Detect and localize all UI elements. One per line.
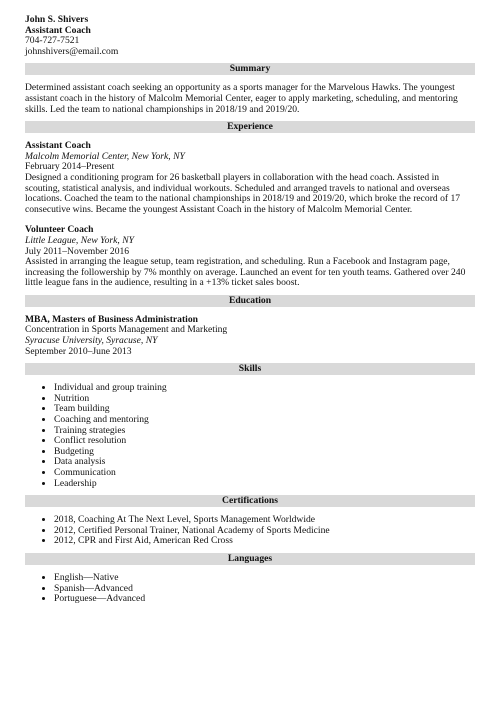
experience-item (25, 225, 475, 289)
list-item: • Nutrition (54, 394, 475, 405)
job-description: Designed a conditioning program for 26 basketball players in collaboration with the head coach. Assisted in scouting, statistical analysis, and individual workouts. Scheduled and arranged travels to national and overseas locations. Coached the team to the national championships in 2018/19 and 2019/20, which broke the record of 17 consecutive wins. Became the youngest Assistant Coach in the history of Malcolm Memorial Center. (25, 171, 461, 215)
list-item: • English—Native (54, 573, 475, 584)
job-organization: Malcolm Memorial Center, New York, NY (25, 150, 185, 162)
section-heading-languages: Languages (25, 553, 475, 565)
list-item: • Data analysis (54, 457, 475, 468)
section-heading-education: Education (25, 295, 475, 307)
education-item (25, 315, 475, 357)
languages-list (25, 573, 475, 605)
list-item: • Coaching and mentoring (54, 415, 475, 426)
list-item: • 2012, Certified Personal Trainer, National Academy of Sports Medicine (54, 526, 475, 537)
list-item: • Portuguese—Advanced (54, 594, 475, 605)
section-heading-experience: Experience (25, 121, 475, 133)
list-item: • Spanish—Advanced (54, 584, 475, 595)
candidate-name: John S. Shivers (25, 14, 89, 25)
job-role: Volunteer Coach (25, 224, 94, 236)
section-heading-summary: Summary (25, 63, 475, 75)
list-item: • Leadership (54, 479, 475, 490)
job-role: Assistant Coach (25, 140, 91, 152)
list-item: • Individual and group training (54, 383, 475, 394)
education-dates: September 2010–June 2013 (25, 345, 132, 357)
list-item: • 2012, CPR and First Aid, American Red Cross (54, 536, 475, 547)
list-item: • Conflict resolution (54, 436, 475, 447)
candidate-phone: 704-727-7521 (25, 35, 80, 47)
education-degree: MBA, Masters of Business Administration (25, 313, 198, 325)
certifications-list (25, 515, 475, 547)
list-item: • Budgeting (54, 447, 475, 458)
summary-text: Determined assistant coach seeking an opportunity as a sports manager for the Marvelous Hawks. The youngest assistant coach in the history of Malcolm Memorial Center, eager to apply marketing, scheduling, and mentoring skills. Led the team to national championships in 2018/19 and 2019/20. (25, 82, 458, 115)
skills-list (25, 383, 475, 489)
education-concentration: Concentration in Sports Management and Marketing (25, 324, 228, 336)
list-item: • Training strategies (54, 426, 475, 437)
list-item: • 2018, Coaching At The Next Level, Sports Management Worldwide (54, 515, 475, 526)
education-school: Syracuse University, Syracuse, NY (25, 335, 158, 347)
section-heading-skills: Skills (25, 363, 475, 375)
resume-header (25, 15, 475, 57)
section-heading-certifications: Certifications (25, 495, 475, 507)
job-organization: Little League, New York, NY (25, 234, 134, 246)
candidate-email: johnshivers@email.com (25, 45, 119, 57)
experience-item (25, 141, 475, 215)
job-description: Assisted in arranging the league setup, team registration, and scheduling. Run a Facebook and Instagram page, increasing the followership by 7% monthly on average. Launched an event for ten youth teams. Gathered over 240 little league fans in the audience, resulting in a +13% ticket sales boost. (25, 256, 466, 289)
job-dates: February 2014–Present (25, 161, 115, 173)
list-item: • Communication (54, 468, 475, 479)
job-dates: July 2011–November 2016 (25, 245, 130, 257)
list-item: • Team building (54, 404, 475, 415)
candidate-title: Assistant Coach (25, 24, 91, 36)
